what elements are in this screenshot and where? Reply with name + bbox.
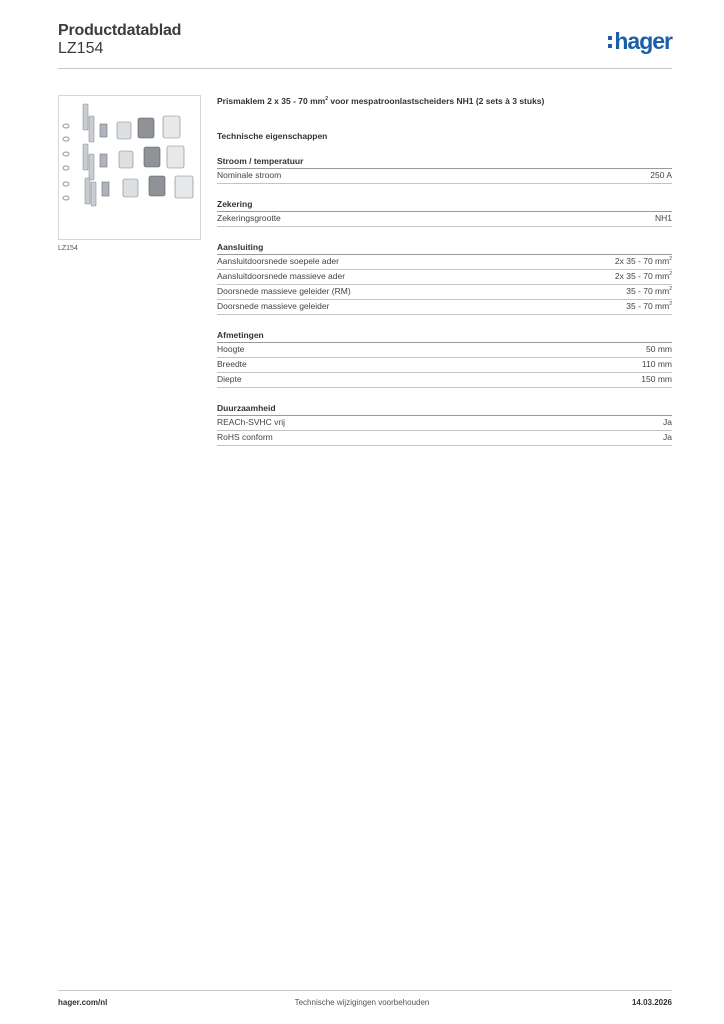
footer-website-link[interactable]: hager.com/nl	[58, 998, 108, 1007]
page-header	[58, 22, 672, 68]
spec-group-title: Zekering	[217, 198, 672, 212]
logo-dots-icon	[608, 34, 612, 50]
spec-row	[217, 358, 672, 373]
spec-value: Ja	[663, 417, 672, 427]
spec-label: Aansluitdoorsnede massieve ader	[217, 271, 346, 281]
header-divider	[58, 68, 672, 69]
spec-row	[217, 343, 672, 358]
spec-row	[217, 212, 672, 227]
spec-row	[217, 431, 672, 446]
spec-label: Aansluitdoorsnede soepele ader	[217, 256, 339, 266]
spec-label: Nominale stroom	[217, 170, 282, 180]
spec-group	[217, 198, 672, 227]
spec-value: 35 - 70 $mm^2$	[626, 301, 672, 311]
spec-group	[217, 155, 672, 184]
spec-group-title: Duurzaamheid	[217, 402, 672, 416]
spec-value: 110 mm	[641, 359, 672, 369]
spec-value: 50 mm	[646, 344, 672, 354]
terminal-parts-illustration	[59, 96, 200, 239]
spec-row	[217, 416, 672, 431]
spec-row	[217, 373, 672, 388]
spec-value: 150 mm	[641, 374, 672, 384]
document-subtitle: LZ154	[58, 40, 104, 57]
image-caption: LZ154	[58, 245, 78, 252]
spec-group	[217, 241, 672, 315]
spec-value: Ja	[663, 432, 672, 442]
product-image	[58, 95, 201, 240]
spec-value: 250 A	[650, 170, 672, 180]
spec-row	[217, 300, 672, 315]
product-content	[217, 95, 672, 446]
spec-value: NH1	[654, 213, 672, 223]
spec-label: Doorsnede massieve geleider	[217, 301, 330, 311]
spec-label: Diepte	[217, 374, 242, 384]
spec-row	[217, 270, 672, 285]
spec-value: 2x 35 - 70 $mm^2$	[614, 256, 672, 266]
spec-value: 2x 35 - 70 $mm^2$	[614, 271, 672, 281]
footer-date: 14.03.2026	[631, 998, 672, 1007]
spec-label: Zekeringsgrootte	[217, 213, 281, 223]
spec-label: RoHS conform	[217, 432, 273, 442]
document-title: Productdatablad	[58, 22, 182, 39]
spec-group-title: Afmetingen	[217, 329, 672, 343]
spec-label: Hoogte	[217, 344, 245, 354]
spec-label: REACh-SVHC vrij	[217, 417, 286, 427]
logo-text: hager	[614, 28, 672, 54]
footer-divider	[58, 990, 672, 991]
spec-group	[217, 329, 672, 388]
footer-disclaimer: Technische wijzigingen voorbehouden	[294, 998, 430, 1007]
spec-value: 35 - 70 $mm^2$	[626, 286, 672, 296]
spec-group	[217, 402, 672, 446]
spec-row	[217, 255, 672, 270]
spec-group-title: Aansluiting	[217, 241, 672, 255]
spec-row	[217, 285, 672, 300]
product-name: Prismaklem 2 x 35 - 70 $mm^2$ voor mespatroonlastscheiders NH1 (2 sets à 3 stuks)	[217, 96, 545, 106]
specs-heading: Technische eigenschappen	[217, 131, 328, 141]
spec-group-title: Stroom / temperatuur	[217, 155, 672, 169]
spec-label: Breedte	[217, 359, 247, 369]
spec-row	[217, 169, 672, 184]
hager-logo[interactable]	[608, 28, 672, 55]
spec-groups	[217, 155, 672, 446]
spec-label: Doorsnede massieve geleider (RM)	[217, 286, 351, 296]
